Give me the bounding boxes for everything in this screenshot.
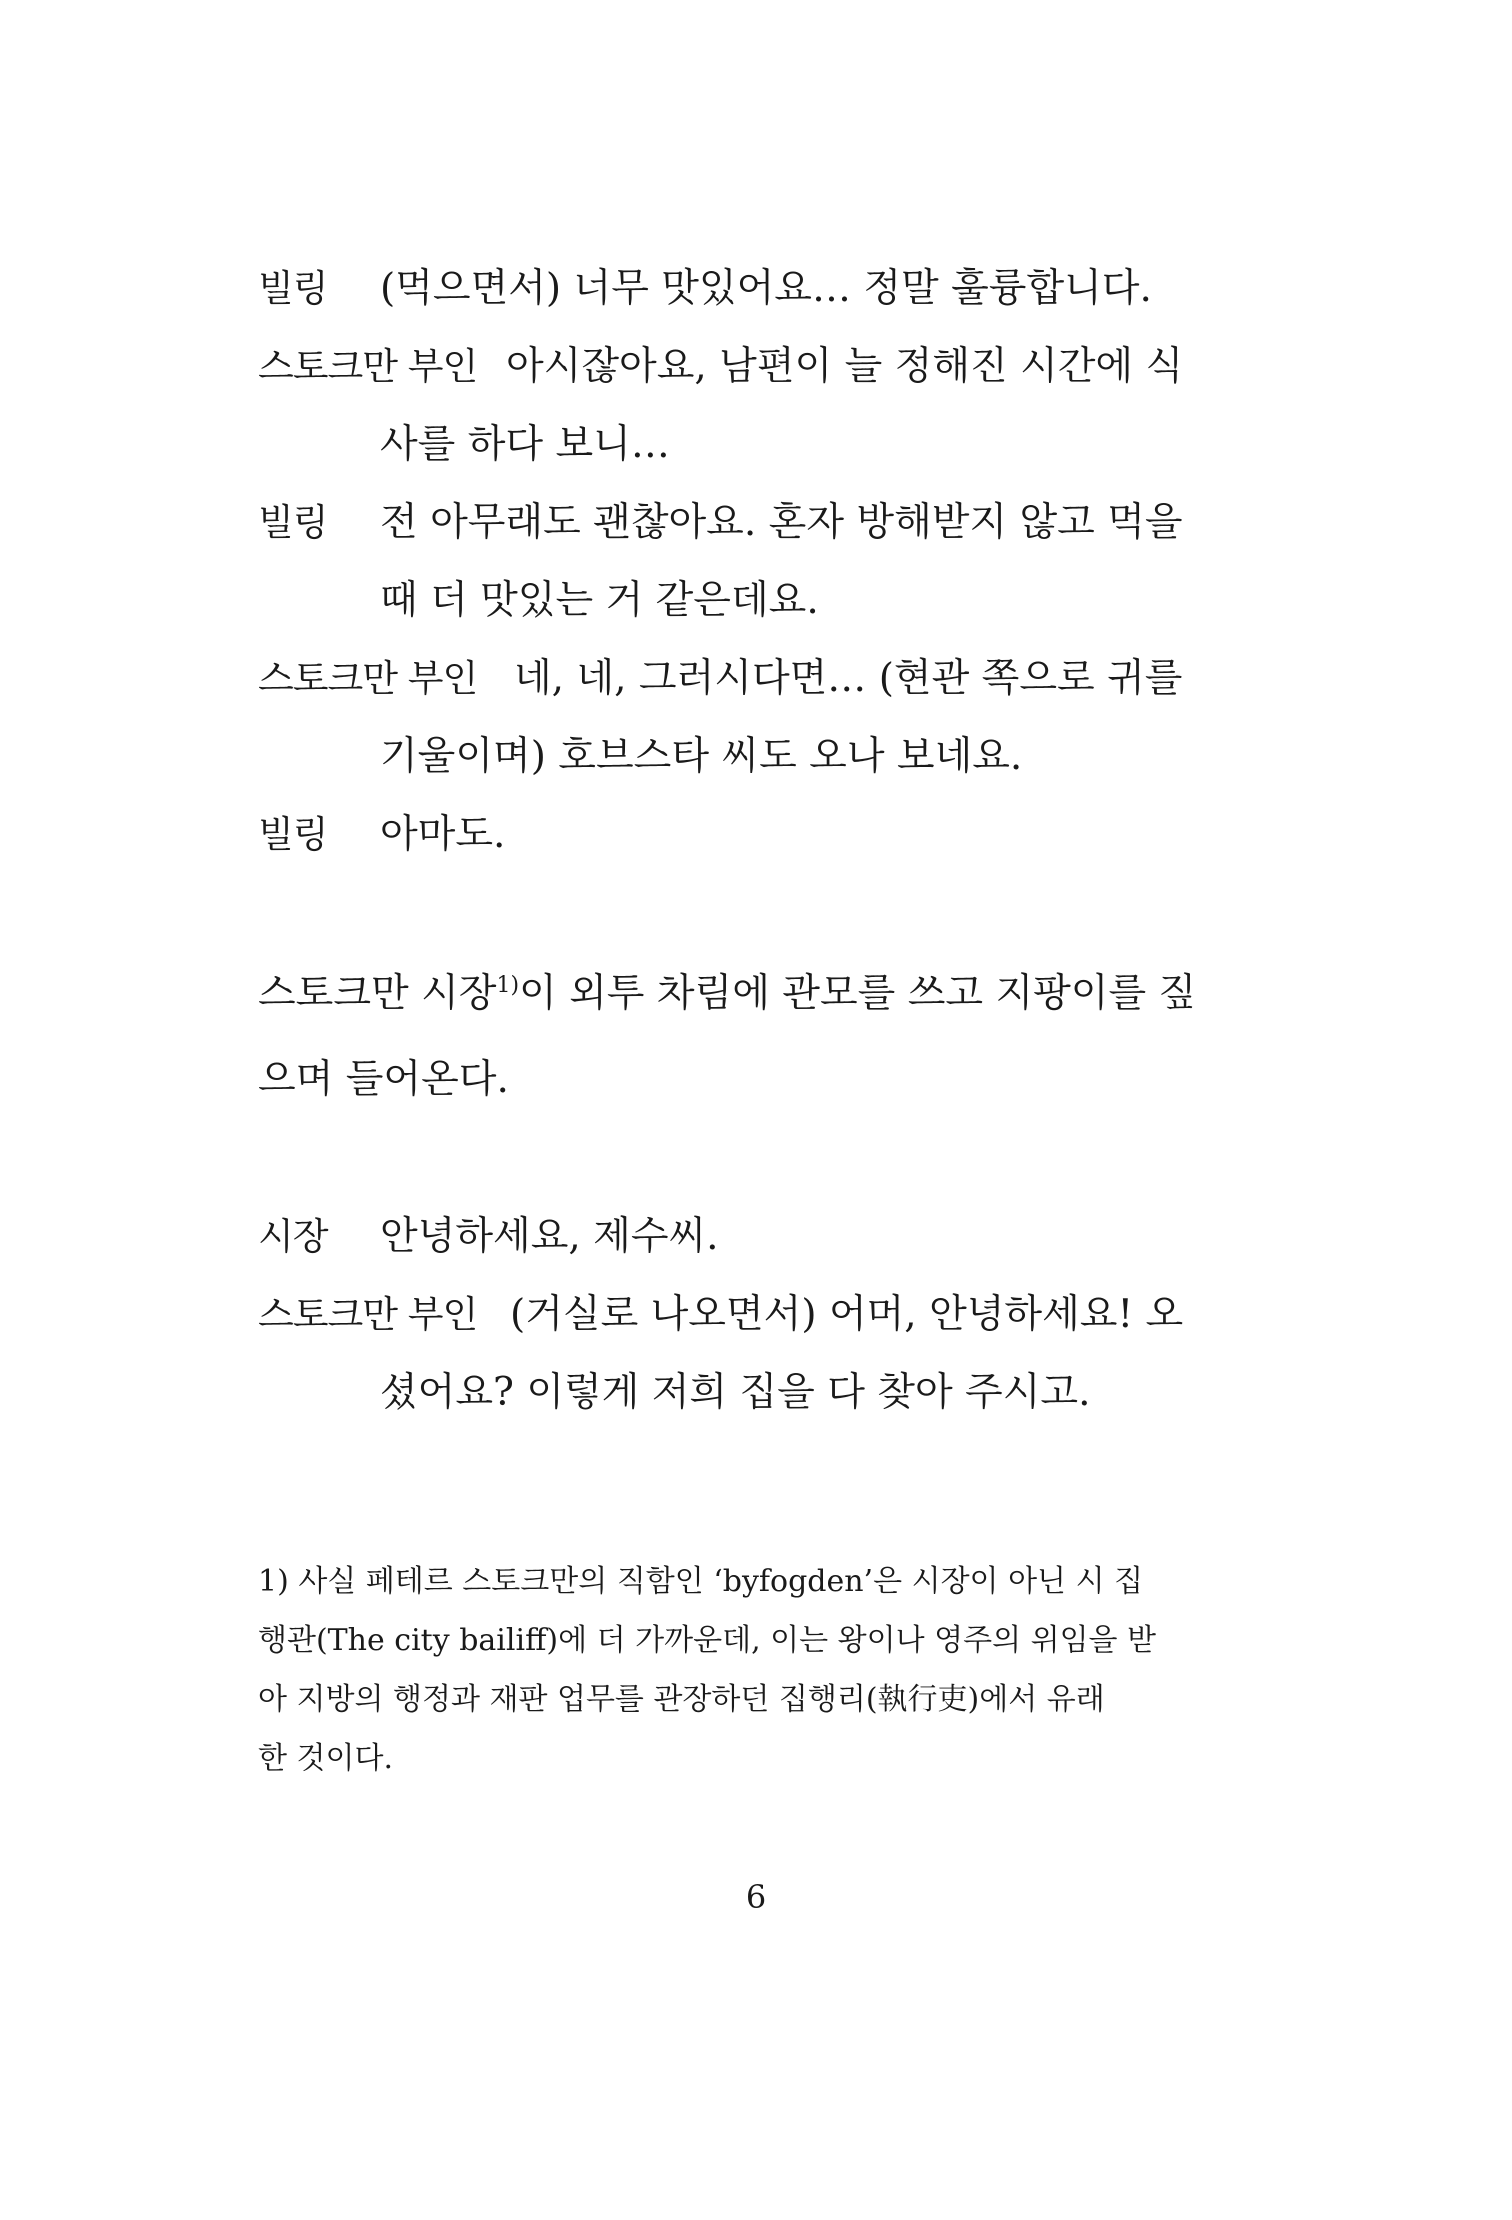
dialogue-continuation [258, 1354, 1168, 1432]
dialogue-line [258, 796, 1168, 874]
speaker-name: 빌링 [258, 813, 328, 856]
speaker-name: 시장 [258, 1215, 328, 1258]
speech-text: 아마도. [380, 812, 506, 857]
dialogue-line [258, 1276, 1184, 1354]
speech-text: (거실로 나오면서) 어머, 안녕하세요! 오 [510, 1292, 1184, 1337]
speech-text: 때 더 맛있는 거 같은데요. [380, 578, 819, 623]
speech-text: 아시잖아요, 남편이 늘 정해진 시간에 식 [506, 344, 1184, 389]
speech-text: (먹으면서) 너무 맛있어요… 정말 훌륭합니다. [380, 266, 1152, 311]
speech-text: 안녕하세요, 제수씨. [380, 1214, 719, 1259]
speaker-name: 빌링 [258, 501, 328, 544]
page-number: 6 [745, 1878, 767, 1916]
stage-direction-line: 으며 들어온다. [258, 1057, 509, 1102]
speaker-name: 스토크만 부인 [258, 1293, 478, 1336]
speech-text: 전 아무래도 괜찮아요. 혼자 방해받지 않고 먹을 [380, 500, 1183, 545]
footnote-line: 아 지방의 행정과 재판 업무를 관장하던 집행리(執行吏)에서 유래 [258, 1682, 1105, 1717]
dialogue-line [258, 1198, 1168, 1276]
speaker-name: 스토크만 부인 [258, 345, 478, 388]
dialogue-continuation [258, 406, 1168, 484]
speech-text: 네, 네, 그러시다면… (현관 쪽으로 귀를 [514, 656, 1183, 701]
dialogue-line [258, 250, 1168, 328]
stage-direction-line: 스토크만 시장$^{1)}$이 외투 차림에 관모를 쓰고 지팡이를 짚 [258, 971, 1197, 1016]
dialogue-line [258, 484, 1183, 562]
dialogue-continuation [258, 562, 1168, 640]
footnote-line: 1) 사실 페테르 스토크만의 직함인 ‘byfogden’은 시장이 아닌 시 집 [258, 1564, 1144, 1599]
speech-text: 사를 하다 보니… [380, 422, 670, 467]
speaker-name: 빌링 [258, 267, 328, 310]
footnote-ref: 1) [496, 973, 520, 998]
speech-text: 셨어요? 이렇게 저희 집을 다 찾아 주시고. [380, 1370, 1091, 1415]
footnote-line: 한 것이다. [258, 1741, 393, 1776]
speech-text: 기울이며) 호브스타 씨도 오나 보네요. [380, 734, 1023, 779]
script-page [258, 250, 1197, 1432]
footnote-line: 행관(The city bailiff)에 더 가까운데, 이는 왕이나 영주의 위임을 받 [258, 1623, 1157, 1658]
stage-direction [258, 954, 1197, 1120]
footnote [258, 1552, 1168, 1788]
speaker-name: 스토크만 부인 [258, 657, 478, 700]
dialogue-line [258, 640, 1183, 718]
dialogue-continuation [258, 718, 1168, 796]
dialogue-line [258, 328, 1184, 406]
